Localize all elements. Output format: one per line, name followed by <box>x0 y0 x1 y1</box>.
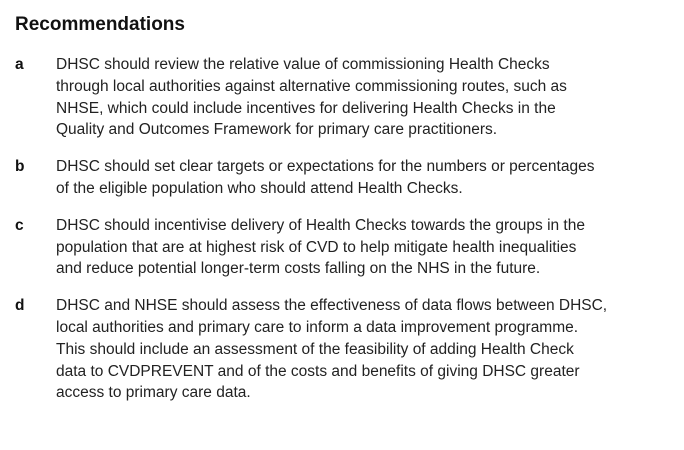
text-line: DHSC and NHSE should assess the effectiveness of data flows between DHSC, <box>56 297 608 315</box>
recommendation-item-b <box>0 156 684 200</box>
recommendation-marker: b <box>15 158 25 176</box>
recommendation-item-a <box>0 54 684 141</box>
recommendation-text <box>56 295 676 404</box>
text-line: local authorities and primary care to inform a data improvement programme. <box>56 318 579 336</box>
text-line: population that are at highest risk of CVD to help mitigate health inequalities <box>56 238 577 256</box>
recommendation-marker: d <box>15 297 25 315</box>
recommendation-text <box>56 156 676 200</box>
text-line: DHSC should review the relative value of commissioning Health Checks <box>56 56 550 73</box>
text-line: access to primary care data. <box>56 384 251 402</box>
recommendation-item-c <box>0 215 684 280</box>
text-line: and reduce potential longer-term costs falling on the NHS in the future. <box>56 260 541 278</box>
page-title: Recommendations <box>15 14 185 35</box>
text-line: through local authorities against alternative commissioning routes, such as <box>56 77 567 95</box>
recommendations-list <box>0 54 684 419</box>
text-line: This should include an assessment of the feasibility of adding Health Check <box>56 340 574 358</box>
recommendation-text <box>56 215 676 280</box>
recommendation-marker: c <box>15 216 24 234</box>
text-line: data to CVDPREVENT and of the costs and benefits of giving DHSC greater <box>56 362 580 380</box>
text-line: Quality and Outcomes Framework for primary care practitioners. <box>56 121 498 139</box>
text-line: of the eligible population who should attend Health Checks. <box>56 179 463 197</box>
text-line: DHSC should incentivise delivery of Health Checks towards the groups in the <box>56 216 585 234</box>
recommendation-marker: a <box>15 56 24 73</box>
text-line: DHSC should set clear targets or expectations for the numbers or percentages <box>56 158 595 176</box>
text-line: NHSE, which could include incentives for delivering Health Checks in the <box>56 99 556 117</box>
recommendation-text <box>56 54 676 141</box>
recommendation-item-d <box>0 295 684 404</box>
